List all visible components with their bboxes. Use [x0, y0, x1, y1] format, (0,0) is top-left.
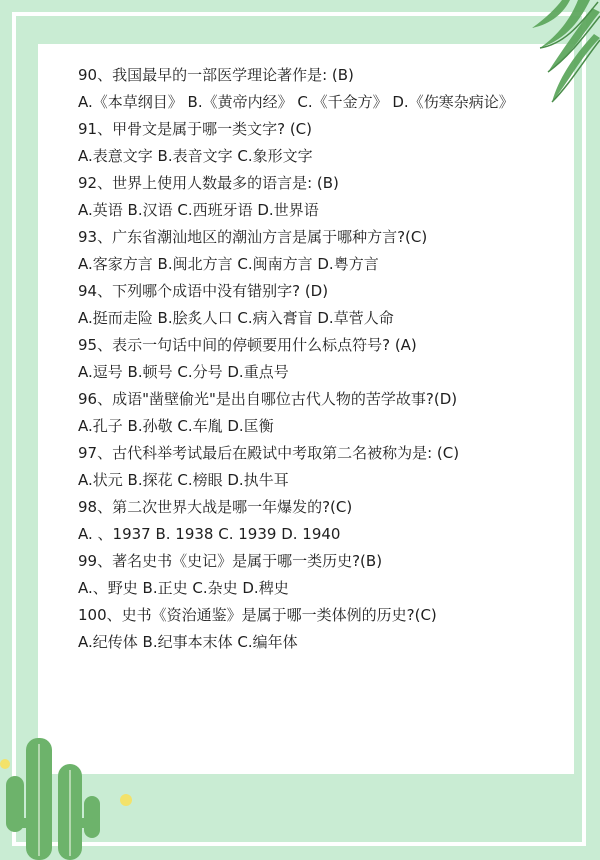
question-96: 96、成语"凿壁偷光"是出自哪位古代人物的苦学故事?(D) [78, 390, 458, 408]
question-95: 95、表示一句话中间的停顿要用什么标点符号? (A) [78, 336, 417, 354]
answer-options-99: A.、野史 B.正史 C.杂史 D.稗史 [78, 579, 289, 597]
answer-options-96: A.孔子 B.孙敬 C.车胤 D.匡衡 [78, 417, 274, 435]
answer-options-92: A.英语 B.汉语 C.西班牙语 D.世界语 [78, 201, 319, 219]
answer-options-95: A.逗号 B.顿号 C.分号 D.重点号 [78, 363, 289, 381]
answer-options-100: A.纪传体 B.纪事本末体 C.编年体 [78, 633, 298, 651]
question-93: 93、广东省潮汕地区的潮汕方言是属于哪种方言?(C) [78, 228, 428, 246]
question-98: 98、第二次世界大战是哪一年爆发的?(C) [78, 498, 353, 516]
answer-options-97: A.状元 B.探花 C.榜眼 D.执牛耳 [78, 471, 289, 489]
answer-options-98: A. 、1937 B. 1938 C. 1939 D. 1940 [78, 525, 341, 543]
question-91: 91、甲骨文是属于哪一类文字? (C) [78, 120, 312, 138]
answer-options-94: A.挺而走险 B.脍炙人口 C.病入膏盲 D.草菅人命 [78, 309, 394, 327]
question-92: 92、世界上使用人数最多的语言是: (B) [78, 174, 339, 192]
question-100: 100、史书《资治通鉴》是属于哪一类体例的历史?(C) [78, 606, 437, 624]
question-97: 97、古代科举考试最后在殿试中考取第二名被称为是: (C) [78, 444, 460, 462]
question-90: 90、我国最早的一部医学理论著作是: (B) [78, 66, 354, 84]
question-99: 99、著名史书《史记》是属于哪一类历史?(B) [78, 552, 383, 570]
answer-options-90: A.《本草纲目》 B.《黄帝内经》 C.《千金方》 D.《伤寒杂病论》 [78, 93, 514, 111]
cactus-icon [0, 710, 150, 860]
answer-options-91: A.表意文字 B.表音文字 C.象形文字 [78, 147, 313, 165]
question-94: 94、下列哪个成语中没有错别字? (D) [78, 282, 329, 300]
question-list [40, 62, 570, 656]
answer-options-93: A.客家方言 B.闽北方言 C.闽南方言 D.粤方言 [78, 255, 379, 273]
